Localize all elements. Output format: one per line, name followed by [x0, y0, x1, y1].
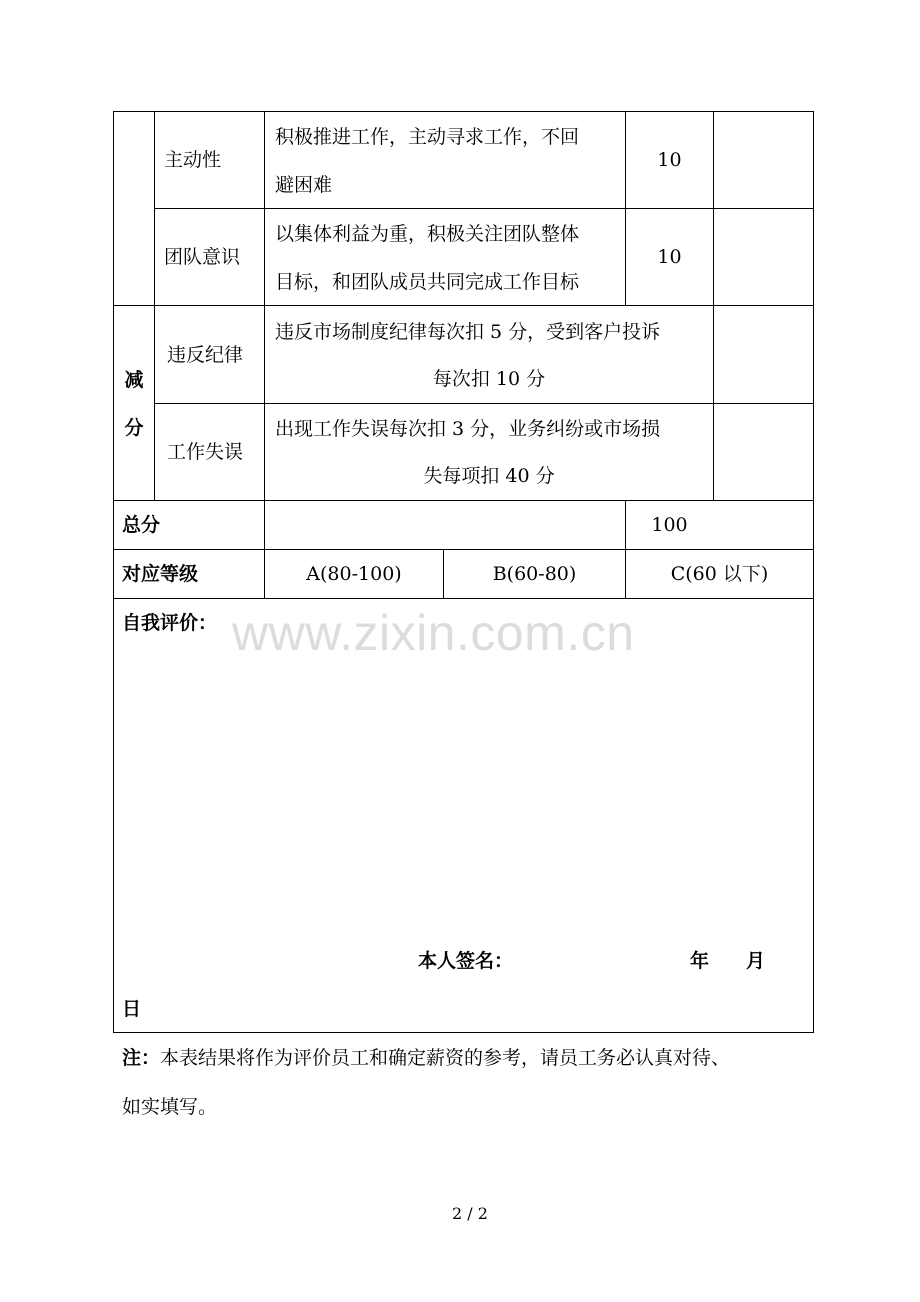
desc-initiative-line2: 避困难: [275, 174, 333, 196]
item-discipline: 违反纪律: [167, 344, 244, 366]
signature-label: 本人签名：: [418, 950, 514, 972]
signature-day: 日: [122, 998, 142, 1020]
note-line1-text: 本表结果将作为评价员工和确定薪资的参考，请员工务必认真对待、: [160, 1047, 731, 1069]
self-eval-label: 自我评价：: [122, 612, 218, 634]
grade-label: 对应等级: [122, 563, 199, 585]
note-line2: 如实填写。: [122, 1096, 218, 1118]
signature-year: 年: [690, 950, 710, 972]
grade-b: B(60-80): [492, 563, 577, 585]
desc-discipline-line1: 违反市场制度纪律每次扣 5 分，受到客户投诉: [275, 321, 661, 343]
grade-c: C(60 以下): [670, 563, 769, 585]
desc-mistake-line2: 失每项扣 40 分: [423, 465, 555, 487]
page-number: 2 / 2: [452, 1204, 488, 1223]
desc-teamwork-line2: 目标，和团队成员共同完成工作目标: [275, 271, 580, 293]
deduction-category-char1: 减: [124, 369, 144, 391]
desc-mistake-line1: 出现工作失误每次扣 3 分，业务纠纷或市场损: [275, 418, 661, 440]
signature-month: 月: [746, 950, 766, 972]
grade-a: A(80-100): [306, 563, 402, 585]
item-initiative: 主动性: [164, 149, 222, 171]
note-line1: [122, 1035, 730, 1081]
desc-discipline-line2: 每次扣 10 分: [432, 368, 546, 390]
note-prefix: 注：: [122, 1047, 161, 1069]
total-label: 总分: [122, 514, 161, 536]
deduction-category-char2: 分: [124, 417, 144, 439]
score-teamwork: 10: [657, 246, 682, 268]
desc-initiative-line1: 积极推进工作，主动寻求工作，不回: [275, 126, 580, 148]
total-score: 100: [651, 514, 688, 536]
score-initiative: 10: [657, 149, 682, 171]
item-teamwork: 团队意识: [164, 246, 241, 268]
desc-teamwork-line1: 以集体利益为重，积极关注团队整体: [275, 223, 580, 245]
watermark: www.zixin.com.cn: [232, 605, 635, 661]
item-mistake: 工作失误: [167, 441, 244, 463]
